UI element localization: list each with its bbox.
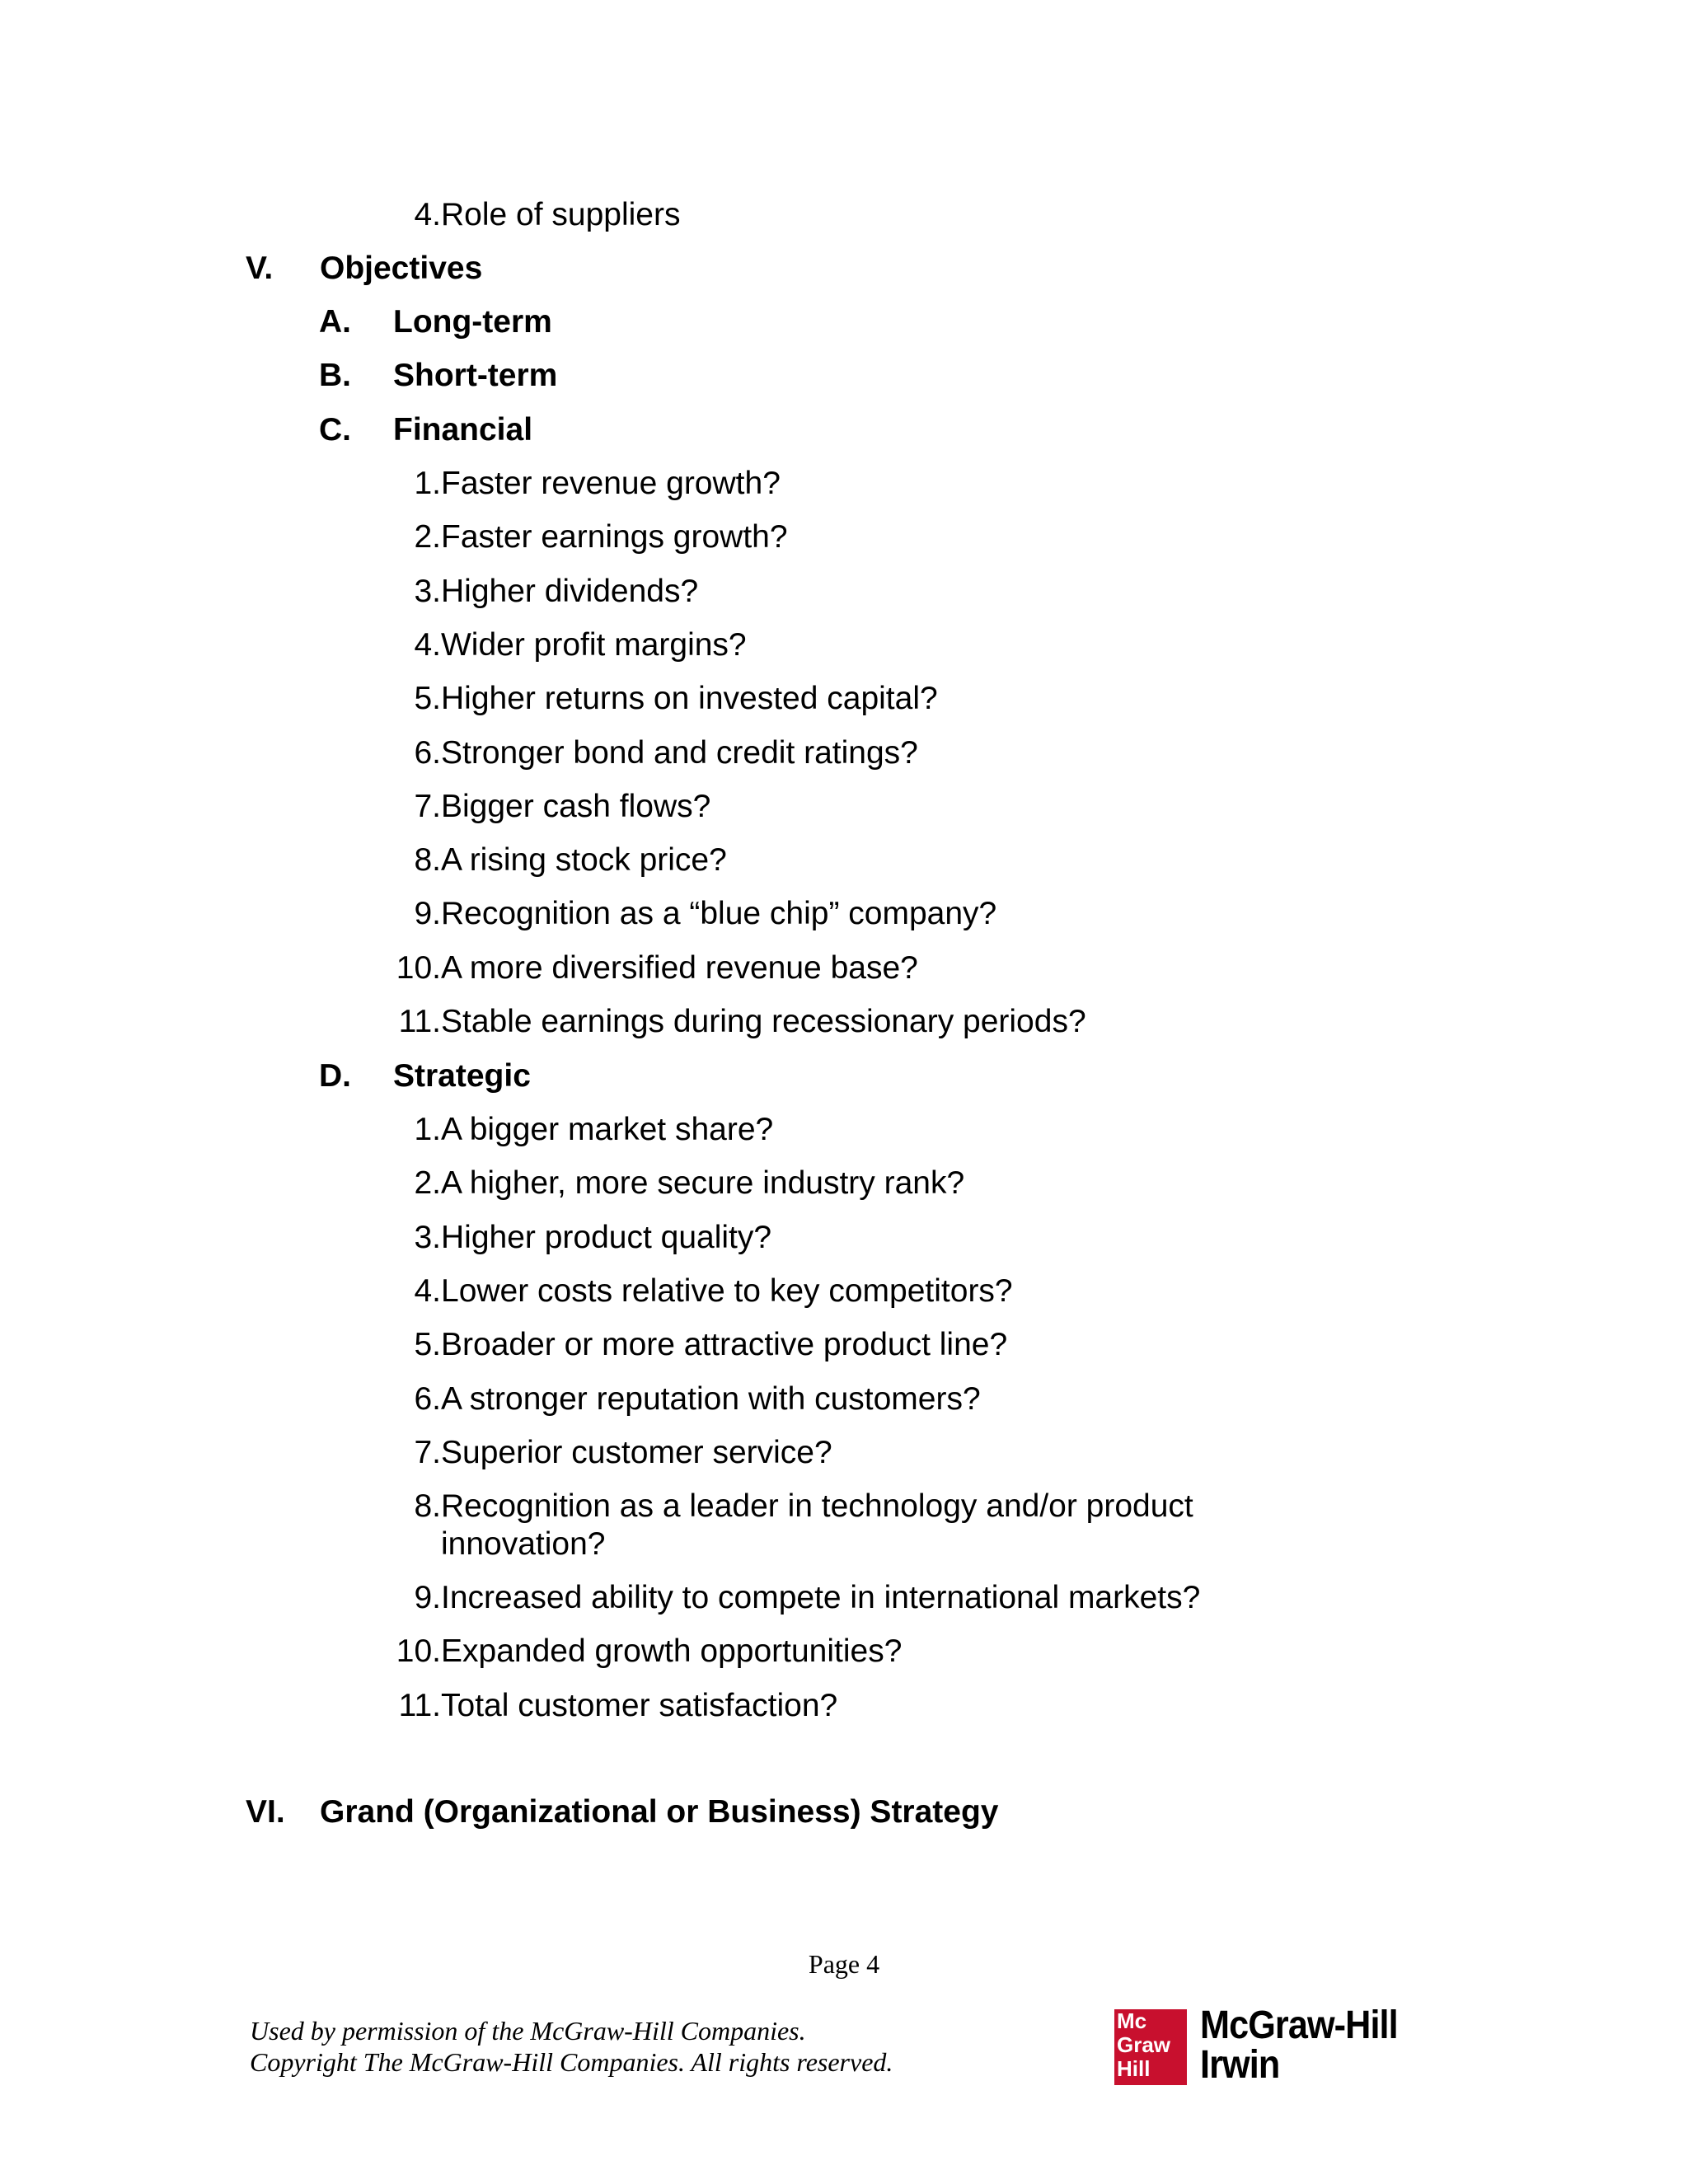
item-number: 1. [414, 1112, 441, 1147]
subsection-letter: B. [319, 358, 351, 393]
item-text: Lower costs relative to key competitors? [441, 1273, 1013, 1309]
permission-line: Used by permission of the McGraw-Hill Companies. [250, 2016, 806, 2046]
item-text: Recognition as a “blue chip” company? [441, 896, 997, 931]
item-text: A stronger reputation with customers? [441, 1381, 981, 1417]
section-title: Grand (Organizational or Business) Strategy [320, 1794, 999, 1830]
item-number: 6. [414, 1381, 441, 1417]
item-text: A bigger market share? [441, 1112, 774, 1147]
item-number: 5. [414, 1327, 441, 1362]
subsection-title: Financial [393, 412, 533, 448]
item-text: Recognition as a leader in technology and/or product [441, 1488, 1193, 1524]
publisher-logo [1114, 2004, 1428, 2087]
item-text: Higher product quality? [441, 1220, 772, 1255]
logo-mark-line: Graw [1117, 2032, 1171, 2057]
item-number: 3. [414, 574, 441, 609]
logo-mark-line: Mc [1117, 2008, 1147, 2033]
logo-wordmark [1200, 2006, 1398, 2085]
item-text: Higher dividends? [441, 574, 699, 609]
item-text: Higher returns on invested capital? [441, 681, 938, 716]
section-numeral: VI. [246, 1794, 285, 1830]
item-number: 8. [414, 842, 441, 878]
item-number: 4. [414, 1273, 441, 1309]
item-number: 10. [396, 1633, 441, 1669]
subsection-title: Long-term [393, 304, 552, 340]
subsection-letter: A. [319, 304, 351, 340]
subsection-title: Short-term [393, 358, 558, 393]
item-text: Expanded growth opportunities? [441, 1633, 903, 1669]
item-number: 1. [414, 466, 441, 501]
page-number: Page 4 [808, 1949, 880, 1979]
item-text: Superior customer service? [441, 1435, 832, 1470]
section-title: Objectives [320, 251, 483, 286]
item-text: A rising stock price? [441, 842, 727, 878]
item-number: 2. [414, 1165, 441, 1201]
item-text: Stronger bond and credit ratings? [441, 735, 918, 771]
item-number: 7. [414, 789, 441, 824]
item-text: Bigger cash flows? [441, 789, 711, 824]
item-text: Faster revenue growth? [441, 466, 781, 501]
copyright-line: Copyright The McGraw-Hill Companies. All rights reserved. [250, 2047, 893, 2077]
item-text: Broader or more attractive product line? [441, 1327, 1008, 1362]
logo-mark [1114, 2009, 1187, 2085]
item-number: 3. [414, 1220, 441, 1255]
item-text: Total customer satisfaction? [441, 1688, 838, 1723]
item-text: innovation? [441, 1526, 606, 1562]
copyright-notice [250, 2015, 893, 2078]
subsection-letter: C. [319, 412, 351, 448]
item-number: 9. [414, 1580, 441, 1615]
logo-name-line: Irwin [1200, 2043, 1280, 2087]
item-text: Faster earnings growth? [441, 519, 788, 555]
item-text: A higher, more secure industry rank? [441, 1165, 965, 1201]
item-number: 4. [414, 197, 441, 232]
item-number: 4. [414, 627, 441, 663]
item-text: Role of suppliers [441, 197, 681, 232]
item-number: 9. [414, 896, 441, 931]
item-number: 11. [398, 1004, 441, 1039]
section-numeral: V. [246, 251, 274, 286]
item-number: 2. [414, 519, 441, 555]
item-text: Increased ability to compete in international markets? [441, 1580, 1201, 1615]
logo-mark-line: Hill [1117, 2056, 1151, 2081]
item-number: 5. [414, 681, 441, 716]
item-number: 8. [414, 1488, 441, 1524]
item-text: A more diversified revenue base? [441, 950, 918, 986]
item-number: 7. [414, 1435, 441, 1470]
subsection-title: Strategic [393, 1058, 531, 1094]
item-text: Stable earnings during recessionary periods? [441, 1004, 1086, 1039]
logo-name-line: McGraw-Hill [1200, 2004, 1398, 2047]
item-text: Wider profit margins? [441, 627, 747, 663]
item-number: 11. [398, 1688, 441, 1723]
item-number: 10. [396, 950, 441, 986]
item-number: 6. [414, 735, 441, 771]
subsection-letter: D. [319, 1058, 351, 1094]
